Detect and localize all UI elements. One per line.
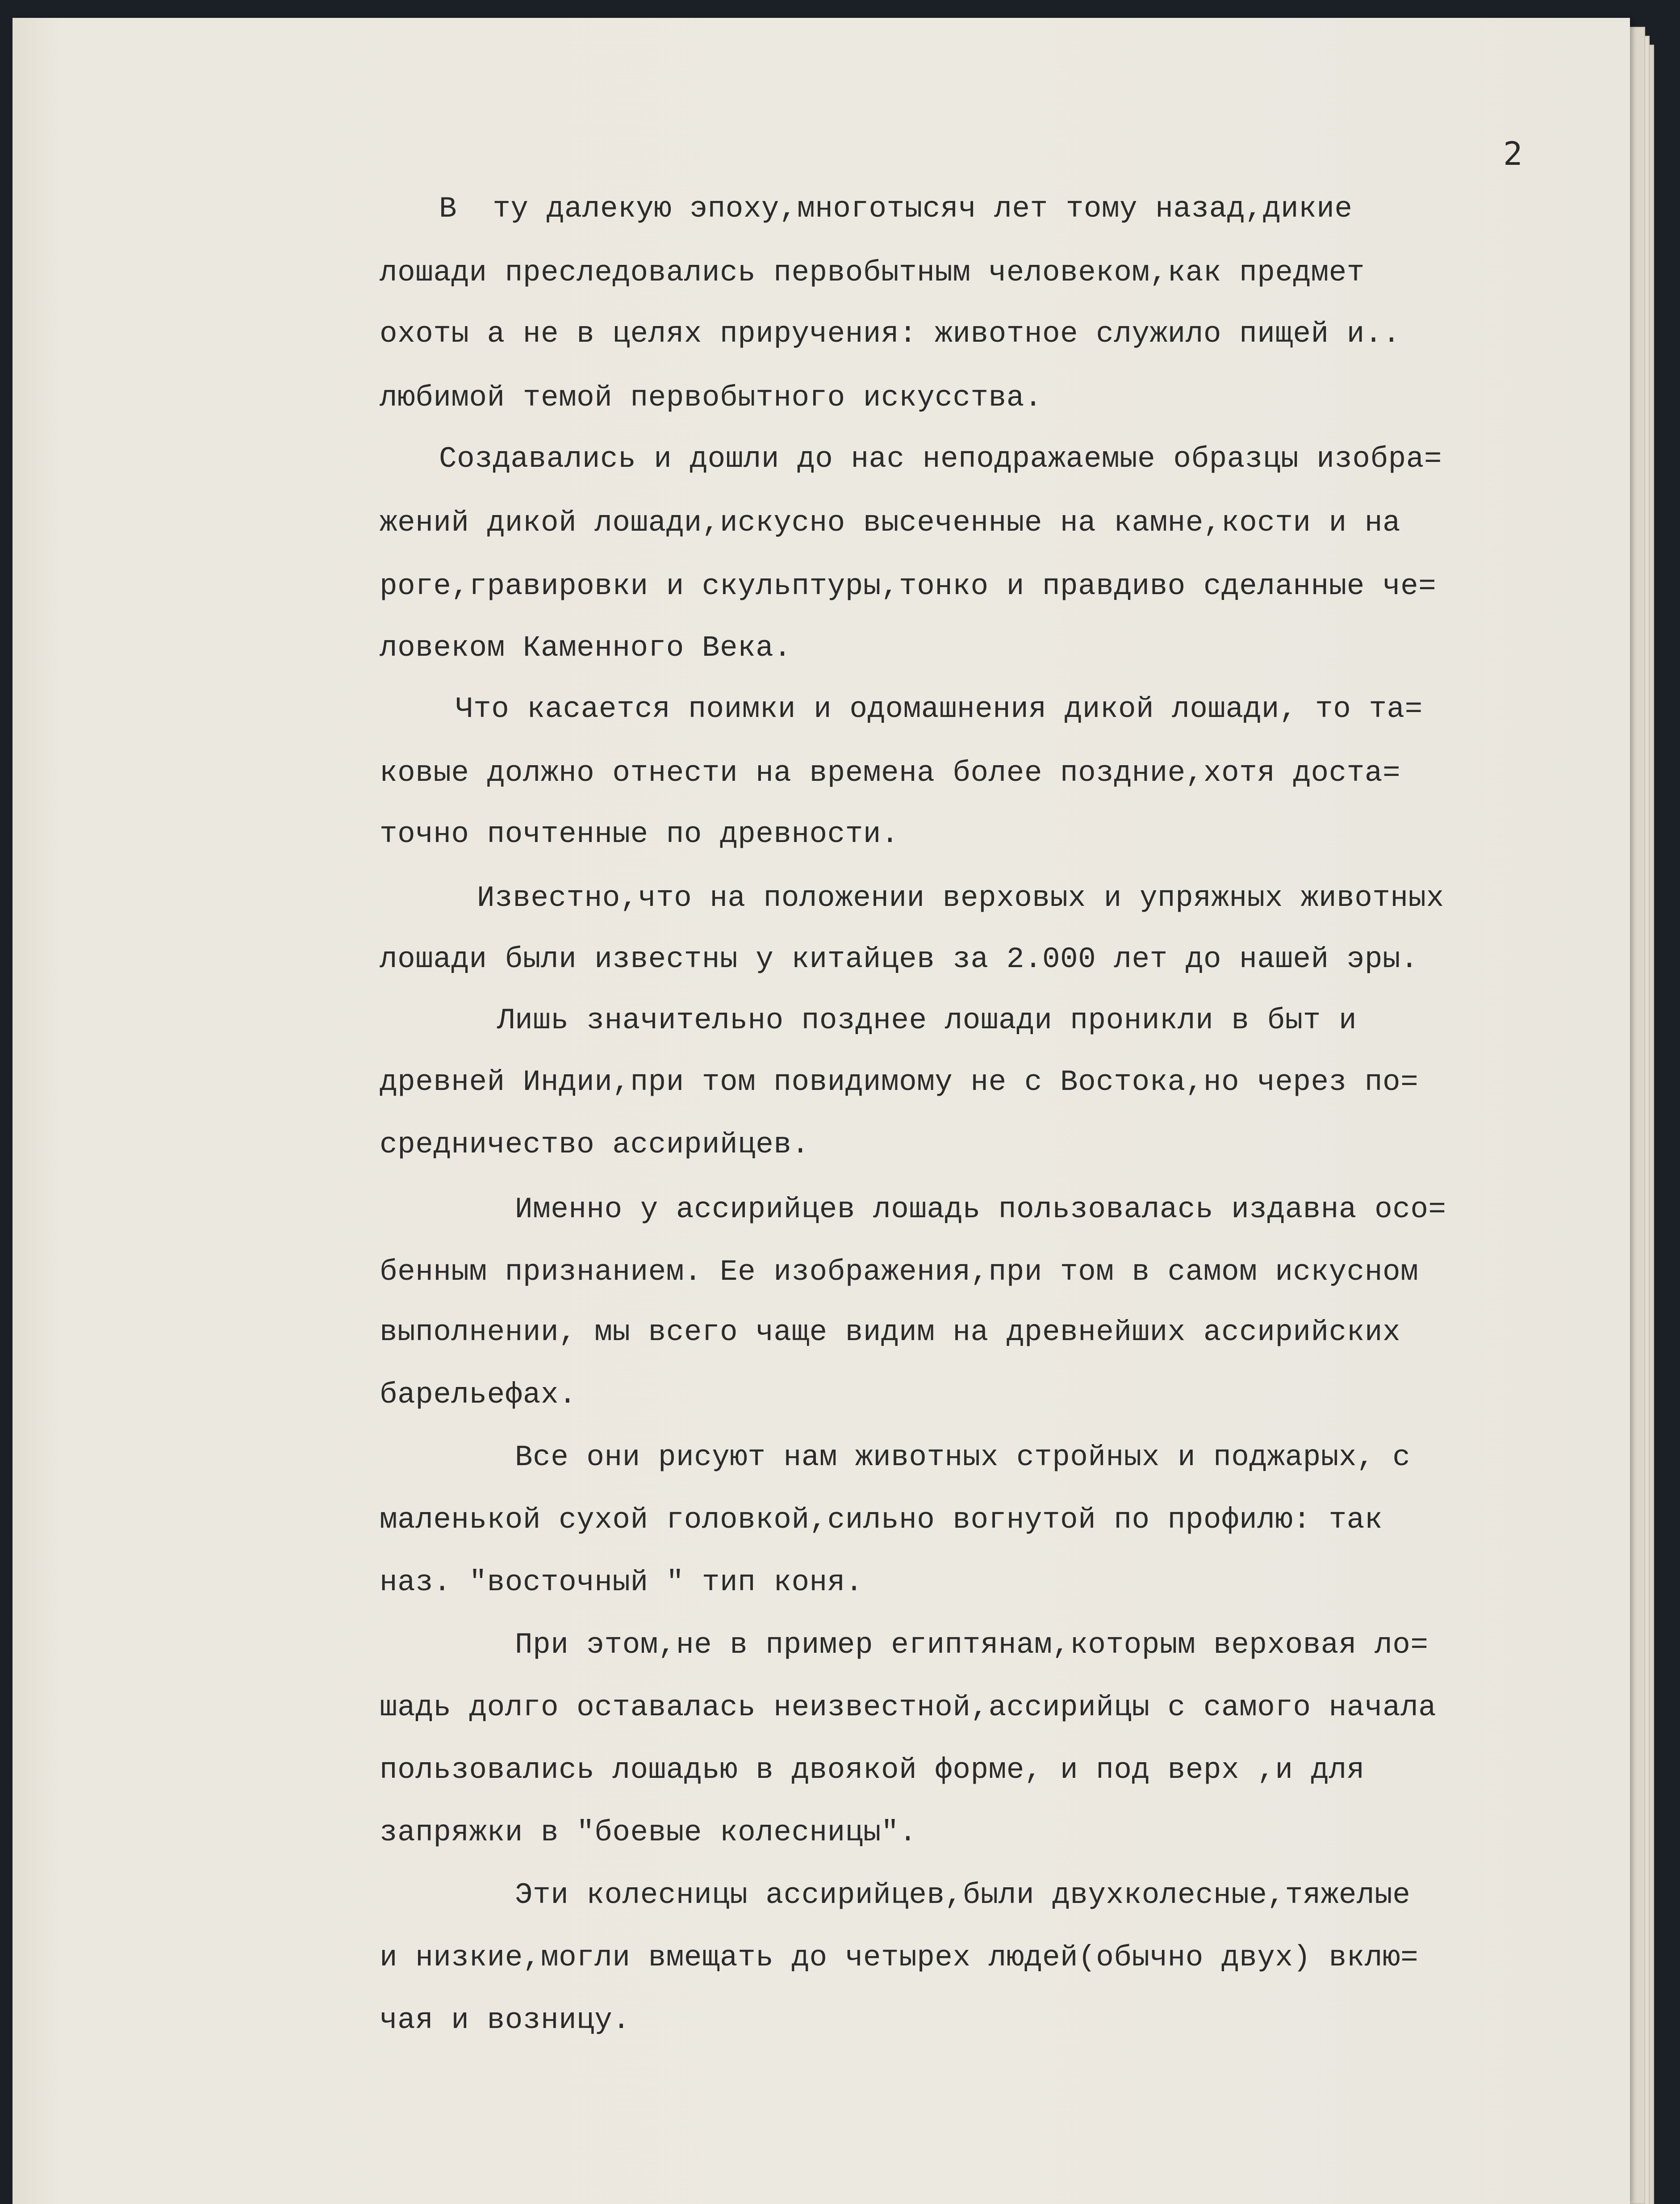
text-line: жений дикой лошади,искусно высеченные на камне,кости и на [380, 506, 1401, 540]
text-line: Что касается поимки и одомашнения дикой лошади, то та= [456, 692, 1423, 726]
text-line: охоты а не в целях приручения: животное служило пищей и.. [380, 317, 1401, 351]
text-line: пользовались лошадью в двоякой форме, и под верх ,и для [380, 1753, 1365, 1787]
text-line: роге,гравировки и скульптуры,тонко и правдиво сделанные че= [380, 570, 1437, 603]
typewritten-page [13, 18, 1630, 2204]
text-line: В ту далекую эпоху,многотысяч лет тому назад,дикие [439, 192, 1353, 226]
text-line: Именно у ассирийцев лошадь пользовалась издавна осо= [515, 1193, 1446, 1226]
text-line: запряжки в "боевые колесницы". [380, 1816, 917, 1849]
page-number: 2 [1503, 135, 1523, 172]
text-line: бенным признанием. Ее изображения,при том в самом искусном [380, 1255, 1419, 1289]
text-line: древней Индии,при том повидимому не с Востока,но через по= [380, 1065, 1419, 1099]
text-line: При этом,не в пример египтянам,которым верховая ло= [515, 1628, 1429, 1662]
text-line: Создавались и дошли до нас неподражаемые образцы изобра= [439, 442, 1442, 476]
text-line: ловеком Каменного Века. [380, 631, 792, 665]
text-line: и низкие,могли вмещать до четырех людей(обычно двух) вклю= [380, 1941, 1419, 1974]
text-line: ковые должно отнести на времена более поздние,хотя доста= [380, 756, 1401, 790]
page-body [13, 18, 1630, 2204]
text-line: маленькой сухой головкой,сильно вогнутой по профилю: так [380, 1503, 1383, 1537]
text-line: Известно,что на положении верховых и упряжных животных [477, 881, 1444, 915]
text-line: любимой темой первобытного искусства. [380, 381, 1042, 415]
text-line: средничество ассирийцев. [380, 1128, 810, 1161]
text-line: Все они рисуют нам животных стройных и поджарых, с [515, 1441, 1411, 1474]
text-line: шадь долго оставалась неизвестной,ассирийцы с самого начала [380, 1691, 1437, 1724]
text-line: наз. "восточный " тип коня. [380, 1566, 863, 1599]
text-line: лошади были известны у китайцев за 2.000 лет до нашей эры. [380, 943, 1419, 976]
text-line: точно почтенные по древности. [380, 817, 899, 851]
text-line: выполнении, мы всего чаще видим на древнейших ассирийских [380, 1316, 1401, 1349]
text-line: барельефах. [380, 1378, 577, 1412]
text-line: Эти колесницы ассирийцев,были двухколесные,тяжелые [515, 1878, 1411, 1912]
text-line: Лишь значительно позднее лошади проникли в быт и [497, 1004, 1357, 1037]
text-line: лошади преследовались первобытным человеком,как предмет [380, 256, 1365, 289]
text-line: чая и возницу. [380, 2003, 631, 2037]
